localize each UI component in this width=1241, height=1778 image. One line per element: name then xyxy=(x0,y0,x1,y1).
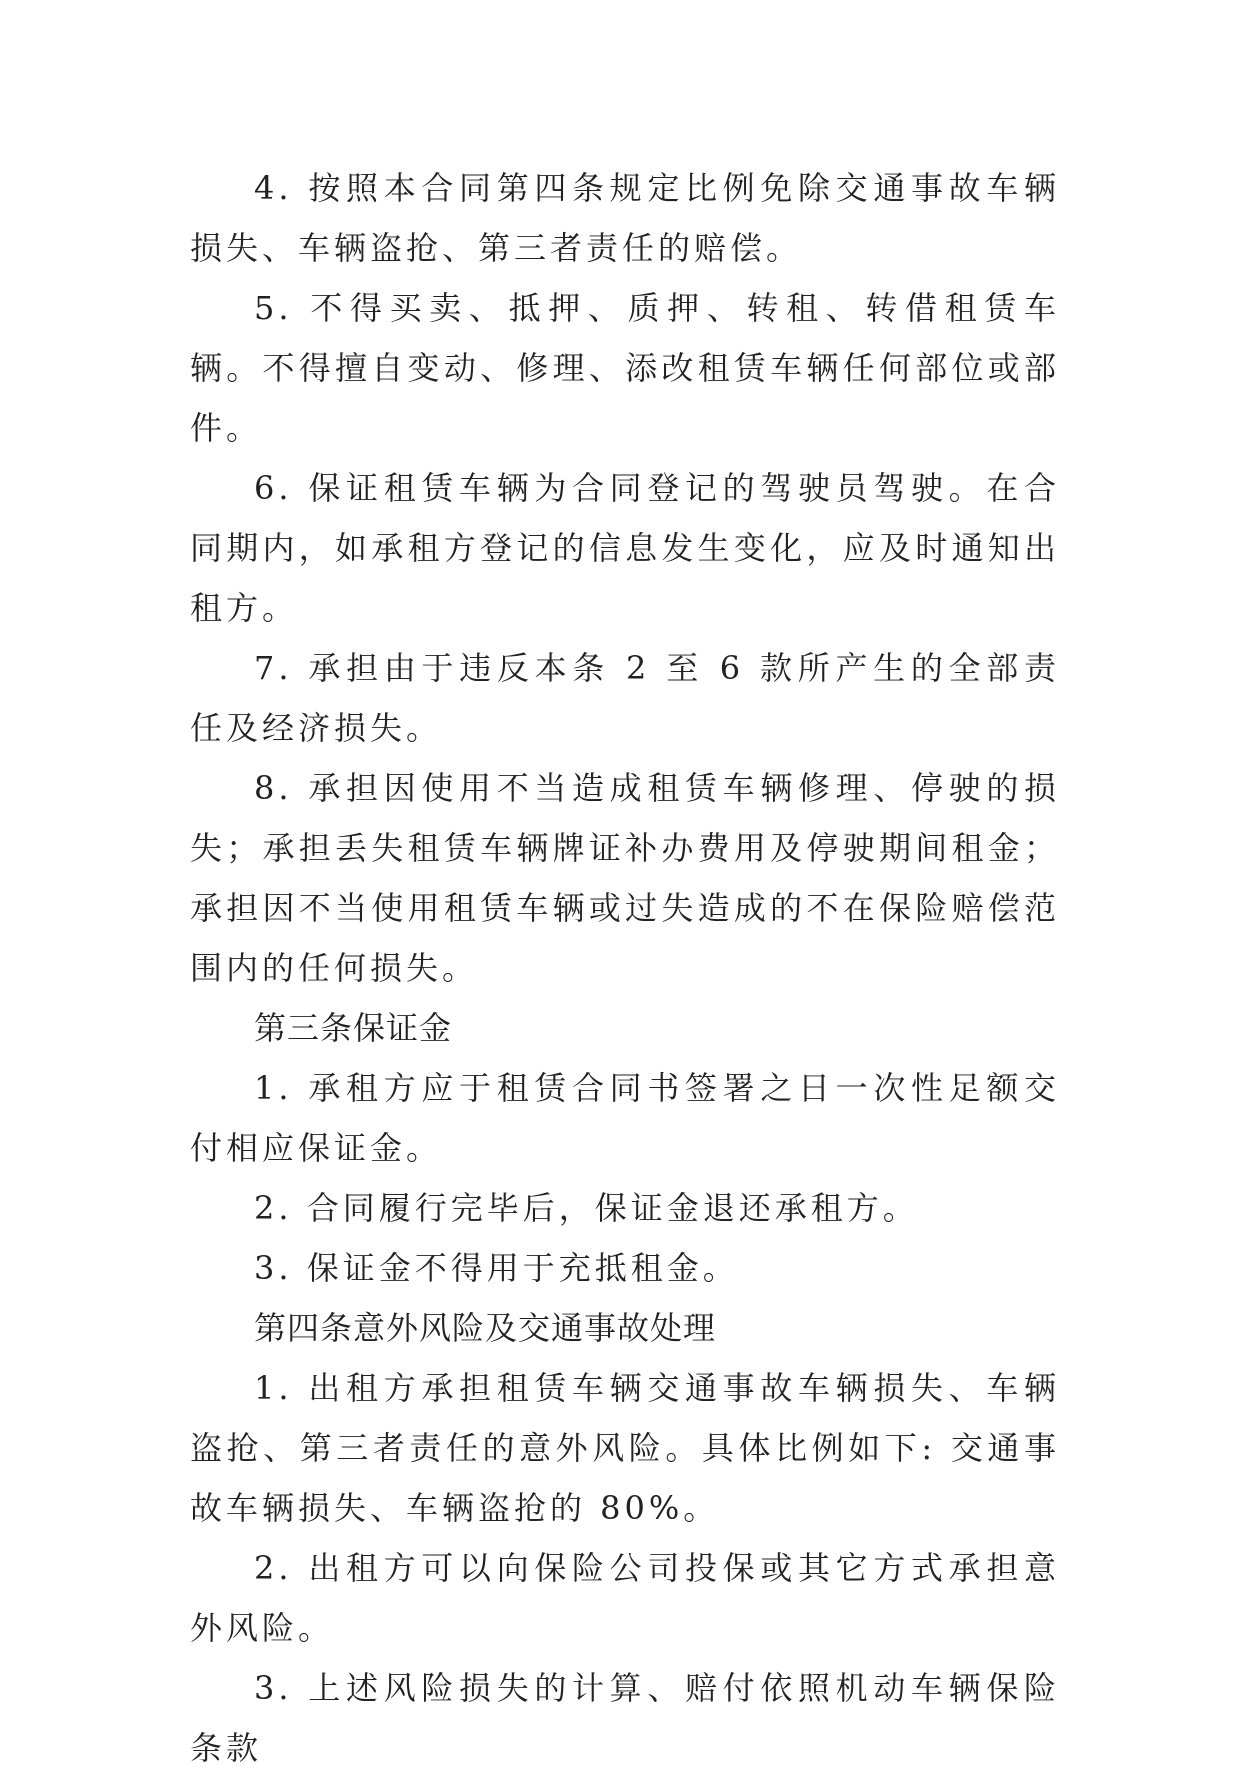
clause-paragraph: 2. 出租方可以向保险公司投保或其它方式承担意外风险。 xyxy=(190,1549,1060,1647)
clause-paragraph: 5. 不得买卖、抵押、质押、转租、转借租赁车辆。不得擅自变动、修理、添改租赁车辆任何部位或部件。 xyxy=(190,289,1060,447)
document-body xyxy=(190,158,1060,1778)
clause-paragraph: 3. 保证金不得用于充抵租金。 xyxy=(254,1249,739,1287)
clause-paragraph: 3. 上述风险损失的计算、赔付依照机动车辆保险条款 xyxy=(190,1669,1060,1767)
clause-paragraph: 1. 承租方应于租赁合同书签署之日一次性足额交付相应保证金。 xyxy=(190,1069,1060,1167)
clause-paragraph: 2. 合同履行完毕后，保证金退还承租方。 xyxy=(254,1189,919,1227)
clause-paragraph: 6. 保证租赁车辆为合同登记的驾驶员驾驶。在合同期内，如承租方登记的信息发生变化，应及时通知出租方。 xyxy=(190,469,1060,627)
clause-paragraph: 4. 按照本合同第四条规定比例免除交通事故车辆损失、车辆盗抢、第三者责任的赔偿。 xyxy=(190,169,1060,267)
clause-paragraph: 7. 承担由于违反本条 2 至 6 款所产生的全部责任及经济损失。 xyxy=(190,649,1060,747)
clause-paragraph: 1. 出租方承担租赁车辆交通事故车辆损失、车辆盗抢、第三者责任的意外风险。具体比例如下: 交通事故车辆损失、车辆盗抢的 80%。 xyxy=(190,1369,1060,1527)
section-heading: 第四条意外风险及交通事故处理 xyxy=(254,1309,717,1347)
clause-paragraph: 8. 承担因使用不当造成租赁车辆修理、停驶的损失；承担丢失租赁车辆牌证补办费用及停驶期间租金；承担因不当使用租赁车辆或过失造成的不在保险赔偿范围内的任何损失。 xyxy=(190,769,1060,987)
section-heading: 第三条保证金 xyxy=(254,1009,453,1047)
